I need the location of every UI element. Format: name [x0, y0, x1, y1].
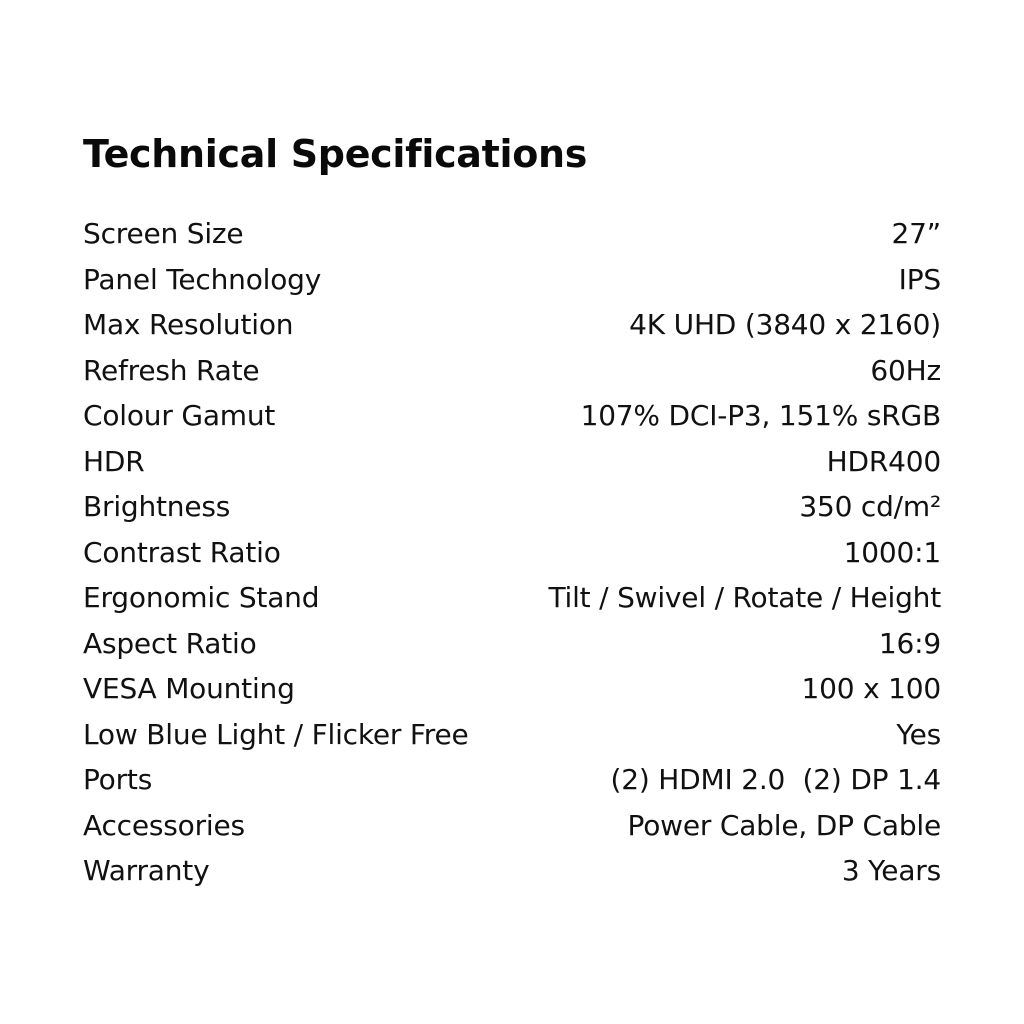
- spec-label: Accessories: [83, 808, 245, 842]
- spec-value: Yes: [896, 717, 941, 751]
- spec-sheet: [83, 128, 941, 897]
- spec-value: Tilt / Swivel / Rotate / Height: [548, 581, 941, 614]
- spec-row-brightness: [83, 487, 941, 533]
- page-title: Technical Specifications: [83, 132, 588, 176]
- spec-label: Screen Size: [83, 217, 244, 250]
- spec-row-panel-technology: [83, 260, 941, 306]
- spec-row-colour-gamut: [83, 396, 941, 442]
- spec-label: Max Resolution: [83, 308, 294, 341]
- spec-row-screen-size: [83, 214, 941, 260]
- spec-label: Contrast Ratio: [83, 535, 281, 569]
- spec-label: Aspect Ratio: [83, 626, 257, 660]
- spec-label: HDR: [83, 444, 145, 478]
- spec-row-accessories: [83, 806, 941, 852]
- spec-row-ergonomic-stand: [83, 578, 941, 624]
- spec-row-hdr: [83, 442, 941, 488]
- spec-row-ports: [83, 760, 941, 806]
- spec-label: Brightness: [83, 490, 231, 523]
- spec-value: 60Hz: [870, 353, 941, 387]
- spec-row-max-resolution: [83, 305, 941, 351]
- spec-label: Ergonomic Stand: [83, 581, 320, 614]
- spec-value: 350 cd/m²: [799, 490, 941, 523]
- spec-label: Ports: [83, 763, 153, 796]
- spec-label: Colour Gamut: [83, 399, 276, 432]
- spec-label: VESA Mounting: [83, 672, 295, 705]
- spec-row-refresh-rate: [83, 351, 941, 397]
- spec-list: [83, 214, 941, 897]
- spec-label: Panel Technology: [83, 262, 322, 296]
- spec-label: Low Blue Light / Flicker Free: [83, 717, 469, 751]
- spec-row-aspect-ratio: [83, 624, 941, 670]
- spec-value: 4K UHD (3840 x 2160): [629, 308, 941, 341]
- spec-value: 107% DCI-P3, 151% sRGB: [580, 399, 941, 432]
- spec-value: 16:9: [878, 626, 941, 660]
- spec-value: IPS: [898, 262, 941, 296]
- spec-label: Refresh Rate: [83, 353, 260, 387]
- spec-value: 100 x 100: [801, 672, 941, 705]
- spec-row-low-blue-light: [83, 715, 941, 761]
- spec-label: Warranty: [83, 854, 210, 887]
- spec-value: Power Cable, DP Cable: [627, 808, 941, 842]
- spec-row-warranty: [83, 851, 941, 897]
- spec-value: HDR400: [826, 444, 941, 478]
- spec-row-vesa-mounting: [83, 669, 941, 715]
- spec-value: 1000:1: [843, 535, 941, 569]
- spec-value: 3 Years: [841, 854, 941, 887]
- spec-row-contrast-ratio: [83, 533, 941, 579]
- spec-value: 27”: [891, 217, 941, 250]
- spec-value: (2) HDMI 2.0 (2) DP 1.4: [610, 763, 941, 796]
